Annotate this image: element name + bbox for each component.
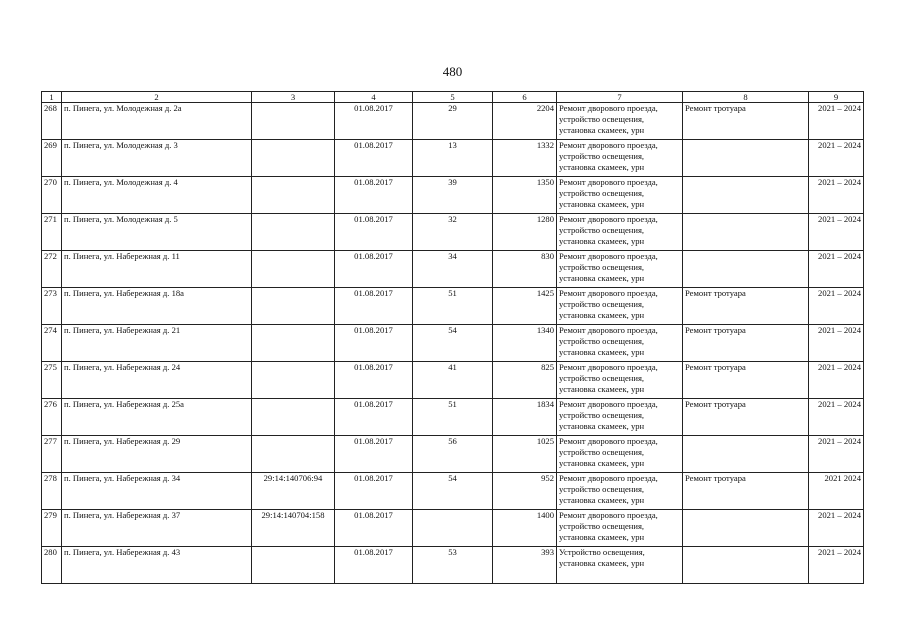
address-cell: п. Пинега, ул. Набережная д. 18а [62, 288, 252, 325]
works-cell [557, 547, 683, 584]
additional-works-cell: Ремонт тротуара [683, 473, 809, 510]
works-cell [557, 399, 683, 436]
column-5-cell: 51 [413, 399, 493, 436]
works-line: установка скамеек, урн [559, 236, 645, 246]
cadastral-number-cell [252, 140, 335, 177]
column-6-cell: 1025 [493, 436, 557, 473]
row-number-cell: 274 [42, 325, 62, 362]
column-6-cell: 825 [493, 362, 557, 399]
works-line: устройство освещения, [559, 336, 645, 346]
column-6-cell: 1425 [493, 288, 557, 325]
column-6-cell: 1400 [493, 510, 557, 547]
additional-works-cell [683, 251, 809, 288]
address-cell: п. Пинега, ул. Набережная д. 25а [62, 399, 252, 436]
date-cell: 01.08.2017 [335, 362, 413, 399]
table-body [42, 103, 864, 584]
period-cell: 2021 2024 [809, 473, 864, 510]
column-5-cell: 39 [413, 177, 493, 214]
works-line: устройство освещения, [559, 447, 645, 457]
table-row [42, 547, 864, 584]
additional-works-cell [683, 214, 809, 251]
additional-works-cell: Ремонт тротуара [683, 288, 809, 325]
row-number-cell: 278 [42, 473, 62, 510]
column-5-cell: 34 [413, 251, 493, 288]
table-row [42, 362, 864, 399]
works-line: установка скамеек, урн [559, 384, 645, 394]
works-cell [557, 288, 683, 325]
column-number-row [42, 92, 864, 103]
date-cell: 01.08.2017 [335, 251, 413, 288]
works-line: Ремонт дворового проезда, [559, 214, 658, 224]
period-cell: 2021 – 2024 [809, 214, 864, 251]
works-line: Ремонт дворового проезда, [559, 510, 658, 520]
works-line: устройство освещения, [559, 410, 645, 420]
period-cell: 2021 – 2024 [809, 140, 864, 177]
address-cell: п. Пинега, ул. Молодежная д. 5 [62, 214, 252, 251]
period-cell: 2021 – 2024 [809, 399, 864, 436]
column-5-cell: 56 [413, 436, 493, 473]
column-header: 7 [557, 92, 683, 103]
works-line: устройство освещения, [559, 225, 645, 235]
column-5-cell [413, 510, 493, 547]
table-row [42, 251, 864, 288]
cadastral-number-cell: 29:14:140706:94 [252, 473, 335, 510]
row-number-cell: 273 [42, 288, 62, 325]
works-line: Ремонт дворового проезда, [559, 140, 658, 150]
period-cell: 2021 – 2024 [809, 510, 864, 547]
date-cell: 01.08.2017 [335, 177, 413, 214]
works-cell [557, 325, 683, 362]
additional-works-cell: Ремонт тротуара [683, 399, 809, 436]
column-header: 1 [42, 92, 62, 103]
cadastral-number-cell [252, 325, 335, 362]
table-row [42, 288, 864, 325]
row-number-cell: 272 [42, 251, 62, 288]
works-cell [557, 251, 683, 288]
column-6-cell: 952 [493, 473, 557, 510]
date-cell: 01.08.2017 [335, 288, 413, 325]
table-row [42, 473, 864, 510]
cadastral-number-cell [252, 362, 335, 399]
date-cell: 01.08.2017 [335, 473, 413, 510]
works-line: установка скамеек, урн [559, 125, 645, 135]
additional-works-cell: Ремонт тротуара [683, 103, 809, 140]
register-table [41, 91, 864, 584]
column-6-cell: 1350 [493, 177, 557, 214]
column-6-cell: 2204 [493, 103, 557, 140]
table-row [42, 325, 864, 362]
column-header: 5 [413, 92, 493, 103]
address-cell: п. Пинега, ул. Набережная д. 37 [62, 510, 252, 547]
date-cell: 01.08.2017 [335, 547, 413, 584]
table-row [42, 399, 864, 436]
period-cell: 2021 – 2024 [809, 177, 864, 214]
works-line: устройство освещения, [559, 373, 645, 383]
works-line: устройство освещения, [559, 484, 645, 494]
row-number-cell: 276 [42, 399, 62, 436]
table-row [42, 177, 864, 214]
additional-works-cell [683, 140, 809, 177]
table-row [42, 510, 864, 547]
column-header: 4 [335, 92, 413, 103]
works-line: Ремонт дворового проезда, [559, 473, 658, 483]
column-header: 3 [252, 92, 335, 103]
address-cell: п. Пинега, ул. Молодежная д. 2а [62, 103, 252, 140]
works-line: устройство освещения, [559, 262, 645, 272]
address-cell: п. Пинега, ул. Набережная д. 34 [62, 473, 252, 510]
address-cell: п. Пинега, ул. Набережная д. 24 [62, 362, 252, 399]
column-6-cell: 830 [493, 251, 557, 288]
works-line: устройство освещения, [559, 114, 645, 124]
works-line: установка скамеек, урн [559, 273, 645, 283]
cadastral-number-cell [252, 177, 335, 214]
address-cell: п. Пинега, ул. Набережная д. 21 [62, 325, 252, 362]
date-cell: 01.08.2017 [335, 510, 413, 547]
date-cell: 01.08.2017 [335, 103, 413, 140]
date-cell: 01.08.2017 [335, 399, 413, 436]
period-cell: 2021 – 2024 [809, 547, 864, 584]
column-header: 8 [683, 92, 809, 103]
date-cell: 01.08.2017 [335, 436, 413, 473]
column-header: 2 [62, 92, 252, 103]
date-cell: 01.08.2017 [335, 214, 413, 251]
works-line: Ремонт дворового проезда, [559, 103, 658, 113]
row-number-cell: 271 [42, 214, 62, 251]
table-row [42, 103, 864, 140]
row-number-cell: 279 [42, 510, 62, 547]
period-cell: 2021 – 2024 [809, 288, 864, 325]
cadastral-number-cell: 29:14:140704:158 [252, 510, 335, 547]
row-number-cell: 269 [42, 140, 62, 177]
cadastral-number-cell [252, 288, 335, 325]
column-6-cell: 1834 [493, 399, 557, 436]
row-number-cell: 268 [42, 103, 62, 140]
additional-works-cell: Ремонт тротуара [683, 325, 809, 362]
column-6-cell: 1332 [493, 140, 557, 177]
cadastral-number-cell [252, 547, 335, 584]
works-line: устройство освещения, [559, 521, 645, 531]
works-line: Ремонт дворового проезда, [559, 399, 658, 409]
works-line: устройство освещения, [559, 299, 645, 309]
additional-works-cell [683, 436, 809, 473]
column-6-cell: 1280 [493, 214, 557, 251]
column-5-cell: 54 [413, 325, 493, 362]
cadastral-number-cell [252, 214, 335, 251]
works-line: Ремонт дворового проезда, [559, 325, 658, 335]
works-cell [557, 140, 683, 177]
works-line: установка скамеек, урн [559, 199, 645, 209]
works-line: устройство освещения, [559, 188, 645, 198]
additional-works-cell [683, 510, 809, 547]
works-line: Ремонт дворового проезда, [559, 177, 658, 187]
period-cell: 2021 – 2024 [809, 436, 864, 473]
works-line: установка скамеек, урн [559, 310, 645, 320]
works-line: Ремонт дворового проезда, [559, 288, 658, 298]
works-cell [557, 473, 683, 510]
address-cell: п. Пинега, ул. Молодежная д. 4 [62, 177, 252, 214]
address-cell: п. Пинега, ул. Набережная д. 11 [62, 251, 252, 288]
column-5-cell: 29 [413, 103, 493, 140]
row-number-cell: 277 [42, 436, 62, 473]
works-line: Ремонт дворового проезда, [559, 436, 658, 446]
period-cell: 2021 – 2024 [809, 325, 864, 362]
works-line: установка скамеек, урн [559, 421, 645, 431]
period-cell: 2021 – 2024 [809, 103, 864, 140]
works-line: установка скамеек, урн [559, 458, 645, 468]
works-line: установка скамеек, урн [559, 495, 645, 505]
address-cell: п. Пинега, ул. Набережная д. 29 [62, 436, 252, 473]
cadastral-number-cell [252, 436, 335, 473]
works-line: Ремонт дворового проезда, [559, 362, 658, 372]
cadastral-number-cell [252, 399, 335, 436]
column-header: 9 [809, 92, 864, 103]
works-cell [557, 214, 683, 251]
works-cell [557, 510, 683, 547]
works-line: установка скамеек, урн [559, 347, 645, 357]
additional-works-cell [683, 177, 809, 214]
works-line: Устройство освещения, [559, 547, 645, 557]
row-number-cell: 280 [42, 547, 62, 584]
works-cell [557, 177, 683, 214]
works-line: устройство освещения, [559, 151, 645, 161]
date-cell: 01.08.2017 [335, 325, 413, 362]
row-number-cell: 275 [42, 362, 62, 399]
column-5-cell: 53 [413, 547, 493, 584]
cadastral-number-cell [252, 103, 335, 140]
column-5-cell: 32 [413, 214, 493, 251]
address-cell: п. Пинега, ул. Молодежная д. 3 [62, 140, 252, 177]
table-row [42, 140, 864, 177]
column-5-cell: 13 [413, 140, 493, 177]
column-6-cell: 1340 [493, 325, 557, 362]
table-row [42, 436, 864, 473]
additional-works-cell: Ремонт тротуара [683, 362, 809, 399]
page-number: 480 [442, 64, 463, 79]
column-5-cell: 41 [413, 362, 493, 399]
works-cell [557, 103, 683, 140]
column-5-cell: 54 [413, 473, 493, 510]
works-cell [557, 436, 683, 473]
works-line: установка скамеек, урн [559, 532, 645, 542]
period-cell: 2021 – 2024 [809, 362, 864, 399]
column-header: 6 [493, 92, 557, 103]
cadastral-number-cell [252, 251, 335, 288]
table-row [42, 214, 864, 251]
works-line: Ремонт дворового проезда, [559, 251, 658, 261]
works-cell [557, 362, 683, 399]
period-cell: 2021 – 2024 [809, 251, 864, 288]
column-6-cell: 393 [493, 547, 557, 584]
works-line: установка скамеек, урн [559, 558, 645, 568]
address-cell: п. Пинега, ул. Набережная д. 43 [62, 547, 252, 584]
additional-works-cell [683, 547, 809, 584]
date-cell: 01.08.2017 [335, 140, 413, 177]
column-5-cell: 51 [413, 288, 493, 325]
row-number-cell: 270 [42, 177, 62, 214]
works-line: установка скамеек, урн [559, 162, 645, 172]
